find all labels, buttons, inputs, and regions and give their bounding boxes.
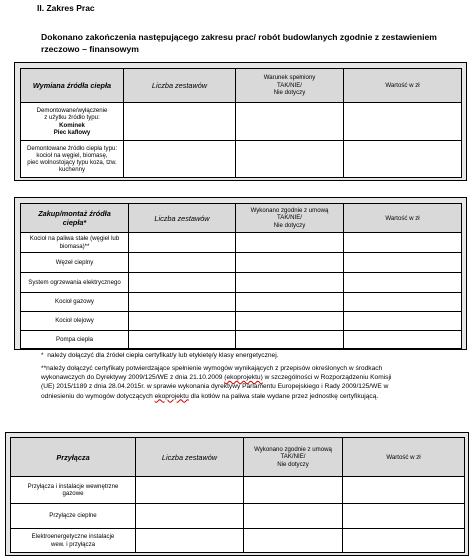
table2-row-label: Kocioł gazowy	[21, 293, 129, 312]
table3-header-connection: Przyłącza	[11, 438, 136, 477]
table2-value-cell[interactable]	[344, 253, 462, 273]
table2-condition-cell[interactable]	[236, 312, 344, 331]
table-row	[21, 293, 462, 312]
table2-count-cell[interactable]	[129, 233, 236, 253]
table2-header-condition: Wykonano zgodnie z umową TAK/NIE/ Nie dotyczy	[236, 204, 344, 233]
table2-count-cell[interactable]	[129, 273, 236, 293]
table1-row2-condition-cell[interactable]	[236, 141, 344, 178]
table2-row-label: Kocioł olejowy	[21, 312, 129, 331]
footnote-asterisk: *	[41, 352, 48, 359]
table2-condition-cell[interactable]	[236, 331, 344, 349]
table2-row-label: Kocioł na paliwa stałe (węgiel lub biomasa)**	[21, 233, 129, 253]
table3-value-cell[interactable]	[343, 529, 465, 553]
table1-row1-condition-cell[interactable]	[236, 103, 344, 141]
table3-value-cell[interactable]	[343, 504, 465, 529]
table1-row1-count-cell[interactable]	[124, 103, 236, 141]
table2-count-cell[interactable]	[129, 312, 236, 331]
table1-row2-value-cell[interactable]	[344, 141, 462, 178]
table3-count-cell[interactable]	[136, 504, 244, 529]
table3-row-label: Elektroenergetyczne instalacje wew. i przyłącza	[11, 529, 136, 553]
section-title: II. Zakres Prac	[37, 3, 95, 13]
footnote-ecodesign: **należy dołączyć certyfikaty potwierdzające spełnienie wymogów wynikających z przepisów określonych w środkach wykonawczych do Dyrektywy 2009/125/WE z dnia 21.10.2009 (ekoprojektu) w szczególności w Rozporządzeniu Komisji (UE) 2015/1189 z dnia 28.04.2015r. w sprawie wykonania dyrektywy Parlamentu Europejskiego i Rady 2009/125/WE w odniesieniu do wymogów dotyczących ekoprojektu dla kotłów na paliwa stałe wydane przez jednostkę certyfikującą.	[41, 365, 392, 400]
table2-count-cell[interactable]	[129, 331, 236, 349]
table2-condition-cell[interactable]	[236, 273, 344, 293]
table2-value-cell[interactable]	[344, 331, 462, 349]
table-row	[11, 477, 465, 504]
table2-count-cell[interactable]	[129, 293, 236, 312]
intro-line-2: rzeczowo – finansowym	[41, 44, 139, 54]
table2-row-label: Węzeł cieplny	[21, 253, 129, 273]
table3-condition-cell[interactable]	[244, 504, 343, 529]
table1-row2-count-cell[interactable]	[124, 141, 236, 178]
table-row	[21, 253, 462, 273]
intro-line-1: Dokonano zakończenia następującego zakresu prac/ robót budowlanych zgodnie z zestawieniem	[41, 32, 437, 42]
table3	[10, 437, 465, 553]
table-row	[21, 233, 462, 253]
intro-text	[41, 31, 451, 55]
table3-value-cell[interactable]	[343, 477, 465, 504]
table2-value-cell[interactable]	[344, 293, 462, 312]
table1-header-value: Wartość w zł	[344, 69, 462, 103]
table1	[20, 68, 462, 178]
table2-condition-cell[interactable]	[236, 293, 344, 312]
table3-header-count: Liczba zestawów	[136, 438, 244, 477]
table3-header-value: Wartość w zł	[343, 438, 465, 477]
table3-count-cell[interactable]	[136, 529, 244, 553]
table2-count-cell[interactable]	[129, 253, 236, 273]
table-row	[11, 529, 465, 553]
table-row	[21, 141, 462, 178]
table2	[20, 203, 462, 349]
table3-header-condition: Wykonano zgodnie z umową TAK/NIE/ Nie dotyczy	[244, 438, 343, 477]
table1-header-source: Wymiana źródła ciepła	[21, 69, 124, 103]
table2-value-cell[interactable]	[344, 273, 462, 293]
table3-row-label: Przyłącza i instalacje wewnętrzne gazowe	[11, 477, 136, 504]
table-row	[21, 312, 462, 331]
table1-header-count: Liczba zestawów	[124, 69, 236, 103]
table3-condition-cell[interactable]	[244, 529, 343, 553]
table2-header-value: Wartość w zł	[344, 204, 462, 233]
table3-row-label: Przyłącze cieplne	[11, 504, 136, 529]
table-row	[21, 273, 462, 293]
table2-value-cell[interactable]	[344, 233, 462, 253]
table-row	[21, 331, 462, 349]
footnote-certificate: * należy dołączyć dla źródeł ciepła certyfikat/y lub etykietę/y klasy energetycznej.	[41, 352, 279, 359]
table1-row1-label: Demontowane/wyłączenie z użytku źródło typu: Kominek Piec kaflowy	[21, 103, 124, 141]
table3-condition-cell[interactable]	[244, 477, 343, 504]
table3-count-cell[interactable]	[136, 477, 244, 504]
table2-row-label: System ogrzewania elektrycznego	[21, 273, 129, 293]
table1-row1-value-cell[interactable]	[344, 103, 462, 141]
table2-row-label: Pompa ciepła	[21, 331, 129, 349]
table-row	[11, 504, 465, 529]
table2-header-count: Liczba zestawów	[129, 204, 236, 233]
table2-condition-cell[interactable]	[236, 233, 344, 253]
table1-row2-label: Demontowane źródło ciepła typu: kocioł na węgiel, biomasę, piec wolnostojący typu koza, tzw. kuchenny	[21, 141, 124, 178]
table2-condition-cell[interactable]	[236, 253, 344, 273]
table-row	[21, 103, 462, 141]
table1-header-condition: Warunek spełniony TAK/NIE/ Nie dotyczy	[236, 69, 344, 103]
table2-value-cell[interactable]	[344, 312, 462, 331]
table2-header-source: Zakup/montaż źródła ciepła*	[21, 204, 129, 233]
